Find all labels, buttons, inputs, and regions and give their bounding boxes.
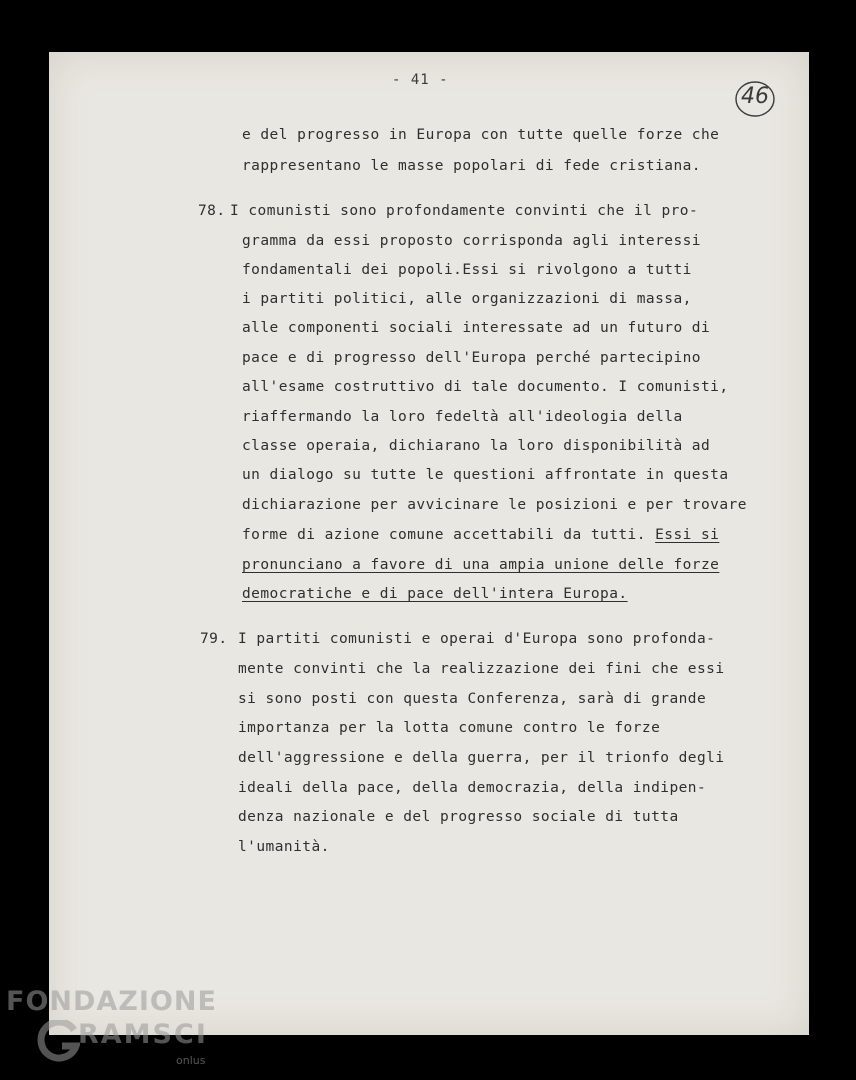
watermark-g-logo-icon [36,1020,80,1064]
paragraph-79-line-2: mente convinti che la realizzazione dei fini che essi [238,661,725,677]
paragraph-78-line-2: gramma da essi proposto corrisponda agli interessi [242,233,701,249]
paragraph-79-line-3: si sono posti con questa Conferenza, sarà di grande [238,691,707,707]
paragraph-78-line-5: alle componenti sociali interessate ad un futuro di [242,320,711,336]
page-number: - 41 - [392,72,449,88]
paragraph-78-line-4: i partiti politici, alle organizzazioni di massa, [242,291,692,307]
paragraph-79-line-5: dell'aggressione e della guerra, per il trionfo degli [238,750,725,766]
paragraph-78-number: 78. [198,203,226,219]
paragraph-78-line-11: dichiarazione per avvicinare le posizioni e per trovare [242,497,747,513]
paragraph-78-line-12-text: forme di azione comune accettabili da tutti. [242,527,656,543]
paragraph-78-underlined-start: Essi si [655,527,720,543]
paragraph-78-underlined-line-1: pronunciano a favore di una ampia unione delle forze [242,557,720,573]
paragraph-78-line-7: all'esame costruttivo di tale documento. I comunisti, [242,379,729,395]
paragraph-78-line-12 [242,527,719,543]
paragraph-79-line-1: I partiti comunisti e operai d'Europa sono profonda- [238,631,716,647]
archive-number-text: 46 [741,84,769,109]
paragraph-78-line-6: pace e di progresso dell'Europa perché partecipino [242,350,701,366]
document-page [49,52,809,1035]
watermark-suffix: onlus [176,1054,206,1067]
paragraph-79-line-8: l'umanità. [238,839,330,855]
watermark-line-1: FONDAZIONE [6,986,217,1017]
paragraph-78-line-3: fondamentali dei popoli.Essi si rivolgono a tutti [242,262,692,278]
archive-number-stamp [734,80,776,118]
paragraph-78-line-10: un dialogo su tutte le questioni affrontate in questa [242,467,729,483]
paragraph-79-line-6: ideali della pace, della democrazia, della indipen- [238,780,707,796]
continuation-line-1: e del progresso in Europa con tutte quelle forze che [242,127,720,143]
paragraph-78-line-8: riaffermando la loro fedeltà all'ideologia della [242,409,683,425]
paragraph-78-line-1: I comunisti sono profondamente convinti che il pro- [230,203,699,219]
paragraph-79-line-7: denza nazionale e del progresso sociale di tutta [238,809,679,825]
paragraph-78-underlined-line-2: democratiche e di pace dell'intera Europa. [242,586,628,602]
paragraph-78-line-9: classe operaia, dichiarano la loro disponibilità ad [242,438,711,454]
paragraph-79-line-4: importanza per la lotta comune contro le forze [238,720,661,736]
continuation-line-2: rappresentano le masse popolari di fede cristiana. [242,158,701,174]
watermark-line-2: RAMSCI [78,1019,208,1050]
fondazione-gramsci-watermark [6,986,236,1076]
paragraph-79-number: 79. [200,631,228,647]
